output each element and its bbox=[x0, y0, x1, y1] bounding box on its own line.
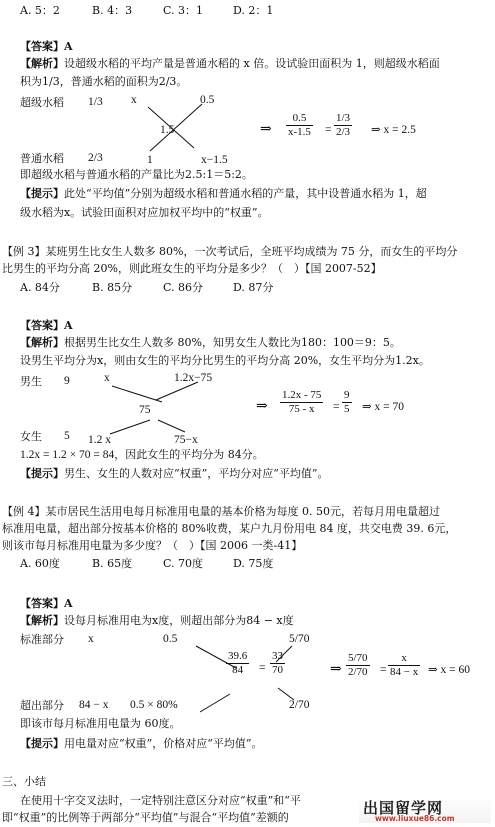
example3-row2-weight: 5 bbox=[64, 430, 70, 442]
summary-line-1: 在使用十字交叉法时，一定特别注意区分对应“权重”和“平 bbox=[20, 794, 301, 807]
example4-center-right-denominator: 70 bbox=[272, 664, 283, 676]
example4-cross-bottom-left: 0.5 × 80% bbox=[130, 699, 178, 711]
answer-heading: 【答案】A bbox=[20, 40, 73, 53]
example4-implies-arrow: ⇒ bbox=[330, 662, 342, 677]
example3-answer: 【答案】A bbox=[20, 319, 73, 332]
eq-equals: = bbox=[325, 124, 332, 136]
example3-cross-center: 75 bbox=[139, 404, 151, 416]
example3-cross-top-left: x bbox=[104, 372, 110, 384]
example4-row1-label: 标准部分 bbox=[20, 633, 64, 646]
example4-hint-line bbox=[20, 737, 263, 750]
example3-option-c: C. 86分 bbox=[163, 281, 204, 294]
example3-analysis-label: 【解析】 bbox=[20, 336, 64, 349]
example3-analysis-text: 根据男生比女生人数多 80%，知男女生人数比为180：100＝9：5。 bbox=[64, 336, 401, 349]
example4-cross-bottom-right: 2/70 bbox=[289, 699, 310, 711]
example4-center-right-numerator: 33 bbox=[272, 650, 283, 662]
summary-line-2: 即“权重”的比例等于两部分“平均值”与混合“平均值”差额的 bbox=[2, 811, 289, 824]
example4-analysis-text: 设每月标准用电为x度，则超出部分为84 − x度 bbox=[64, 614, 294, 627]
eq-result: ⇒ x = 2.5 bbox=[371, 124, 416, 136]
example3-row2-label: 女生 bbox=[20, 430, 42, 443]
example3-eq-rhs-denominator: 5 bbox=[344, 403, 350, 415]
option-d: D. 2：1 bbox=[233, 4, 274, 17]
example4-row2-label: 超出部分 bbox=[20, 699, 64, 712]
example4-answer: 【答案】A bbox=[20, 597, 73, 610]
example4-question-l1: 【例 4】某市居民生活用电每月标准用电量的基本价格为每度 0. 50元，若每月用电量超过 bbox=[2, 505, 440, 518]
example4-eq-result: ⇒ x = 60 bbox=[428, 664, 470, 676]
example3-implies-arrow: ⇒ bbox=[256, 399, 268, 414]
example4-center-fraction bbox=[226, 650, 249, 677]
example4-option-b: B. 65度 bbox=[92, 557, 133, 570]
example3-eq-lhs-denominator: 75 - x bbox=[280, 402, 323, 416]
example4-eq-rhs-fraction bbox=[388, 652, 420, 679]
example4-option-d: D. 75度 bbox=[233, 557, 274, 570]
example3-conclusion-math: 1.2x = 1.2 × 70 = 84 bbox=[20, 449, 115, 461]
example3-conclusion-text: ，因此女生的平均分为 84分。 bbox=[114, 448, 264, 461]
example3-question-l2: 比男生的平均分高 20%，则此班女生的平均分是多少？（ ）【国 2007-52】 bbox=[2, 262, 382, 275]
watermark-url: www.liuxue86.com bbox=[375, 814, 455, 823]
eq-rhs-numerator: 1/3 bbox=[336, 112, 351, 124]
cross-bottom-left: 1 bbox=[147, 154, 153, 166]
example4-question-l3: 则该市每月标准用电量为多少度？（ ）【国 2006 一类-41】 bbox=[2, 539, 303, 552]
example4-option-a: A. 60度 bbox=[20, 557, 60, 570]
example3-hint-label: 【提示】 bbox=[20, 467, 64, 480]
example3-option-b: B. 85分 bbox=[92, 281, 133, 294]
eq-rhs-denominator: 2/3 bbox=[336, 126, 351, 138]
example3-option-d: D. 87分 bbox=[233, 281, 274, 294]
row1-weight: 1/3 bbox=[88, 96, 103, 108]
cross-bottom-right: x−1.5 bbox=[201, 154, 228, 166]
example4-eq-lhs-fraction bbox=[346, 652, 370, 679]
example4-center-equals: = bbox=[259, 662, 266, 674]
analysis-label: 【解析】 bbox=[20, 57, 64, 70]
example4-cross-top-left: 0.5 bbox=[163, 633, 178, 645]
example3-cross-bottom-left: 1.2 x bbox=[88, 434, 111, 446]
example4-eq-rhs-denominator: 84 − x bbox=[390, 666, 419, 678]
example3-hint-text: 男生、女生的人数对应“权重”，平均分对应“平均值”。 bbox=[64, 467, 329, 480]
row2-label: 普通水稻 bbox=[20, 152, 64, 165]
site-watermark bbox=[359, 797, 491, 823]
hint-line-2: 级水稻为x。试验田面积对应加权平均中的“权重”。 bbox=[20, 206, 269, 219]
example3-eq-equals: = bbox=[333, 401, 340, 413]
example4-eq-lhs-numerator: 5/70 bbox=[348, 652, 368, 664]
example4-eq-rhs-numerator: x bbox=[401, 652, 407, 664]
cross-top-right: 0.5 bbox=[200, 94, 215, 106]
example4-cross-top-right: 5/70 bbox=[289, 633, 310, 645]
eq-lhs-denominator: x-1.5 bbox=[288, 126, 311, 138]
example4-hint-label: 【提示】 bbox=[20, 737, 64, 750]
option-b: B. 4：3 bbox=[92, 4, 133, 17]
watermark-title: 出国留学网 bbox=[363, 799, 444, 817]
example4-conclusion: 即该市每月标准用电量为 60度。 bbox=[20, 717, 181, 730]
implies-arrow: ⇒ bbox=[260, 122, 272, 137]
example3-option-a: A. 84分 bbox=[20, 281, 60, 294]
example3-row1-weight: 9 bbox=[64, 375, 70, 387]
example4-row1-weight: x bbox=[88, 633, 94, 645]
example3-eq-lhs-numerator: 1.2x - 75 bbox=[282, 389, 322, 401]
example4-center-denominator: 84 bbox=[226, 663, 249, 677]
example3-eq-result: ⇒ x = 70 bbox=[362, 401, 404, 413]
example4-analysis-label: 【解析】 bbox=[20, 614, 64, 627]
example4-eq-equals: = bbox=[380, 664, 387, 676]
example3-cross-top-right: 1.2x−75 bbox=[174, 372, 213, 384]
conclusion: 即超级水稻与普通水稻的产量比为2.5:1＝5:2。 bbox=[20, 168, 253, 181]
summary-heading: 三、小结 bbox=[2, 775, 46, 788]
option-c: C. 3：1 bbox=[163, 4, 204, 17]
analysis-text: 设超级水稻的平均产量是普通水稻的 x 倍。设试验田面积为 1，则超级水稻面 bbox=[64, 57, 440, 70]
eq-lhs-numerator: 0.5 bbox=[292, 112, 307, 124]
example3-analysis-line-2: 设男生平均分为x，则由女生的平均分比男生的平均分高 20%，女生平均分为1.2x。 bbox=[20, 354, 430, 367]
example3-eq-rhs-numerator: 9 bbox=[344, 389, 350, 401]
example4-center-numerator: 39.6 bbox=[228, 650, 248, 662]
example3-question-l1: 【例 3】某班男生比女生人数多 80%，一次考试后，全班平均成绩为 75 分，而女生的平均分 bbox=[2, 245, 458, 258]
analysis-line-2: 积为1/3，普通水稻的面积为2/3。 bbox=[20, 75, 188, 88]
example4-option-c: C. 70度 bbox=[163, 557, 204, 570]
hint-label: 【提示】 bbox=[20, 187, 64, 200]
example4-center-right-fraction bbox=[270, 650, 285, 677]
row2-weight: 2/3 bbox=[88, 152, 103, 164]
cross-center: 1.5 bbox=[160, 124, 175, 136]
row1-label: 超级水稻 bbox=[20, 96, 64, 109]
example3-row1-label: 男生 bbox=[20, 375, 42, 388]
example3-cross-bottom-right: 75−x bbox=[174, 434, 198, 446]
option-a: A. 5：2 bbox=[20, 4, 60, 17]
example4-eq-lhs-denominator: 2/70 bbox=[348, 666, 368, 678]
example4-row2-weight: 84 − x bbox=[79, 699, 109, 711]
example4-hint-text: 用电量对应“权重”，价格对应“平均值”。 bbox=[64, 737, 263, 750]
example4-question-l2: 标准用电量，超出部分按基本价格的 80%收费，某户九月份用电 84 度，共交电费 39. 6元， bbox=[2, 522, 457, 535]
cross-top-left: x bbox=[131, 94, 137, 106]
hint-text: 此处“平均值”分别为超级水稻和普通水稻的产量，其中设普通水稻为 1，超 bbox=[64, 187, 427, 200]
